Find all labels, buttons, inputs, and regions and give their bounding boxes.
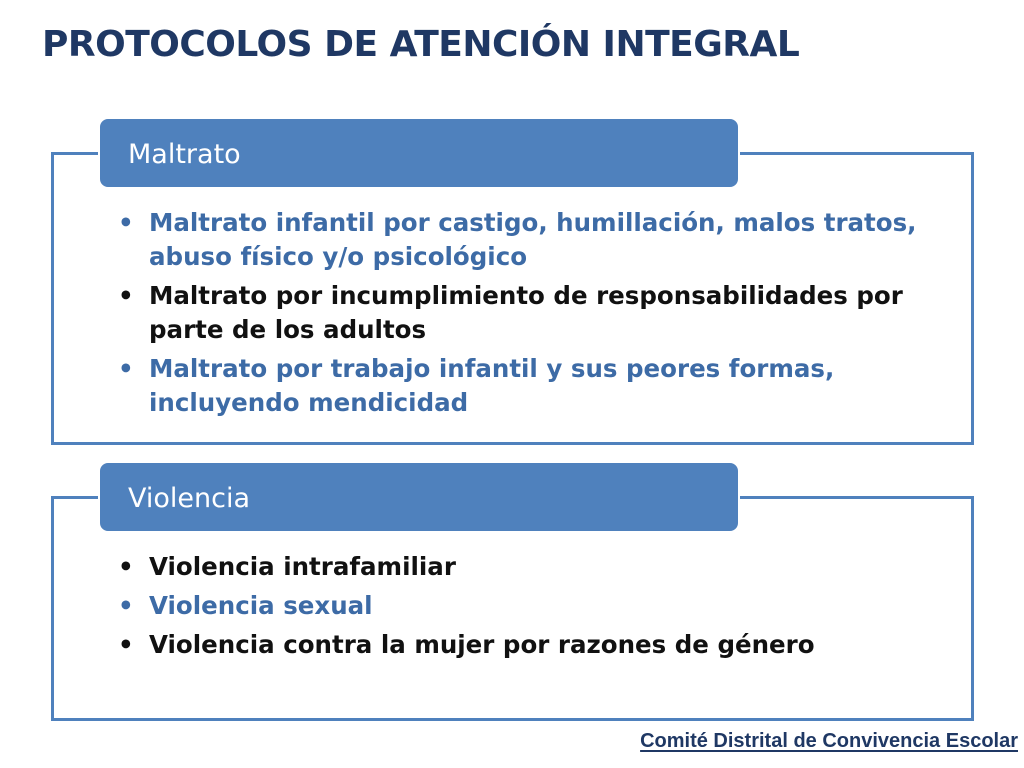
violencia-header: Violencia xyxy=(98,461,740,533)
list-item-text: Violencia sexual xyxy=(149,591,373,620)
bullet-icon: • xyxy=(118,591,134,620)
footer-committee-name: Comité Distrital de Convivencia Escolar xyxy=(640,730,1018,752)
list-item xyxy=(118,589,918,623)
list-item-text: Violencia contra la mujer por razones de género xyxy=(149,630,815,659)
list-item xyxy=(118,279,918,347)
bullet-icon: • xyxy=(118,281,134,310)
list-item-text: Maltrato por incumplimiento de responsabilidades por parte de los adultos xyxy=(149,281,903,344)
bullet-icon: • xyxy=(118,354,134,383)
bullet-icon: • xyxy=(118,208,134,237)
list-item-text: Maltrato infantil por castigo, humillación, malos tratos, abuso físico y/o psicológico xyxy=(149,208,917,271)
bullet-icon: • xyxy=(118,552,134,581)
bullet-icon: • xyxy=(118,630,134,659)
list-item xyxy=(118,550,918,584)
list-item-text: Maltrato por trabajo infantil y sus peores formas, incluyendo mendicidad xyxy=(149,354,835,417)
list-item xyxy=(118,206,918,274)
list-item-text: Violencia intrafamiliar xyxy=(149,552,456,581)
maltrato-header: Maltrato xyxy=(98,117,740,189)
list-item xyxy=(118,628,918,662)
maltrato-list xyxy=(118,206,918,425)
violencia-list xyxy=(118,550,918,667)
list-item xyxy=(118,352,918,420)
page-title: PROTOCOLOS DE ATENCIÓN INTEGRAL xyxy=(42,24,800,65)
